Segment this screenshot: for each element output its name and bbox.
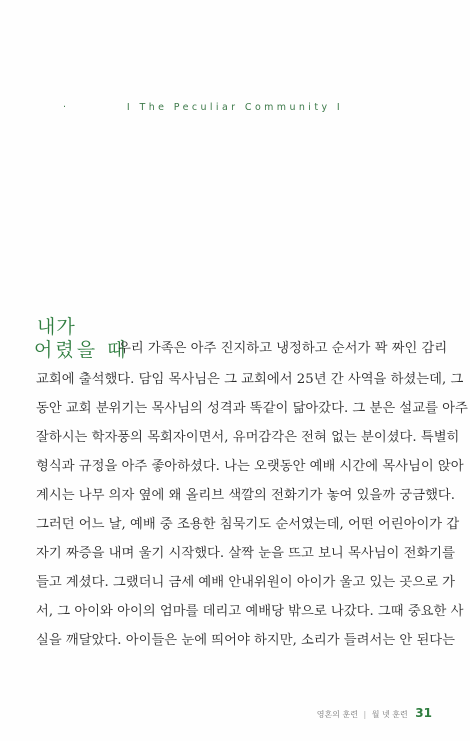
footer-chapter-label: 월 넷 훈련 — [371, 710, 408, 719]
body-line-4: 잘하시는 학자풍의 목회자이면서, 유머감각은 전혀 없는 분이셨다. 특별히 — [36, 430, 460, 445]
body-line-3: 동안 교회 분위기는 목사님의 성격과 똑같이 닮아갔다. 그 분은 설교를 아주 — [36, 401, 468, 416]
footer-book-label: 영혼의 훈련 — [316, 710, 358, 719]
body-line-5: 형식과 규정을 아주 좋아하셨다. 나는 오랫동안 예배 시간에 목사님이 앉아 — [36, 459, 464, 474]
body-line-1: 우리 가족은 아주 진지하고 냉정하고 순서가 꽉 짜인 감리 — [118, 341, 448, 356]
handwritten-heading-line-2: 어렸을 때 — [34, 339, 129, 361]
body-line-10: 서, 그 아이와 아이의 엄마를 데리고 예배당 밖으로 나갔다. 그때 중요한 사 — [36, 604, 464, 619]
header-dot: · — [63, 102, 67, 113]
body-line-6: 계시는 나무 의자 옆에 왜 올리브 색깔의 전화기가 놓여 있을까 궁금했다. — [36, 488, 455, 503]
running-header — [0, 102, 470, 113]
page-footer — [317, 706, 432, 720]
body-line-2: 교회에 출석했다. 담임 목사님은 그 교회에서 25년 간 사역을 하셨는데, 그 — [36, 372, 464, 387]
body-line-8: 자기 짜증을 내며 울기 시작했다. 살짝 눈을 뜨고 보니 목사님이 전화기를 — [36, 546, 455, 561]
page-number: 31 — [415, 706, 432, 720]
handwritten-heading-line-1: 내가 — [37, 316, 76, 338]
header-title: I The Peculiar Community I — [126, 102, 344, 113]
body-line-11: 실을 깨달았다. 아이들은 눈에 띄어야 하지만, 소리가 들려서는 안 된다는 — [36, 633, 455, 648]
footer-separator: | — [363, 710, 367, 719]
body-line-7: 그러던 어느 날, 예배 중 조용한 침묵기도 순서였는데, 어떤 어린아이가 갑 — [36, 517, 460, 532]
body-line-9: 들고 계셨다. 그랬더니 금세 예배 안내위원이 아이가 울고 있는 곳으로 가 — [36, 575, 455, 590]
